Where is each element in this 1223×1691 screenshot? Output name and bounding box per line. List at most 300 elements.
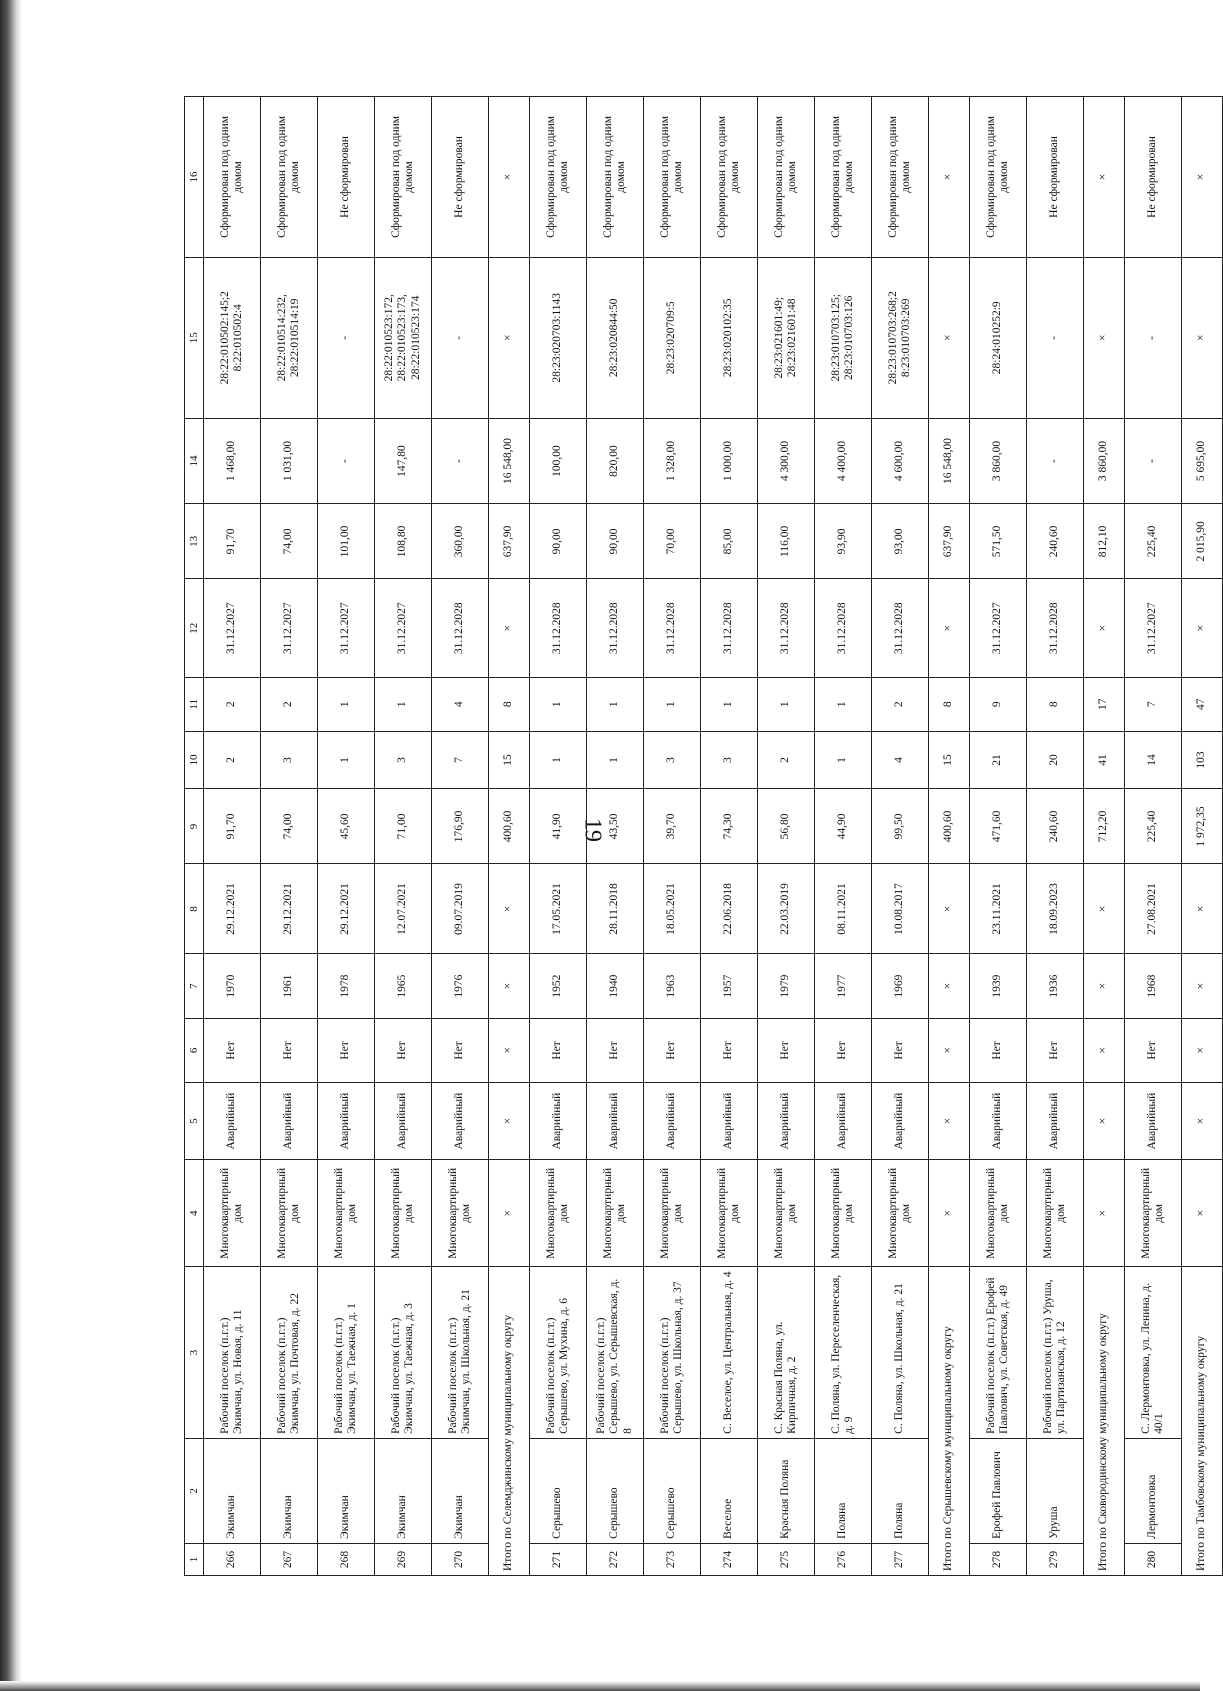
table-cell: 116,00 (758, 504, 815, 579)
table-cell: 9 (970, 677, 1027, 731)
table-cell: 1 (758, 677, 815, 731)
table-cell: 14 (1125, 731, 1182, 789)
table-cell: Аварийный (872, 1083, 929, 1160)
table-cell: Не сформирован (318, 97, 375, 258)
table-row (815, 97, 872, 1576)
column-number: 13 (185, 504, 204, 579)
table-cell: Многоквартирный дом (815, 1160, 872, 1267)
table-cell: Многоквартирный дом (758, 1160, 815, 1267)
column-number: 10 (185, 731, 204, 789)
table-cell: 16 548,00 (489, 418, 530, 504)
table-row (1125, 97, 1182, 1576)
table-cell: Красная Поляна (758, 1438, 815, 1543)
table-cell: Нет (375, 1018, 432, 1082)
table-cell: 85,00 (701, 504, 758, 579)
table-cell: 812,10 (1084, 504, 1125, 579)
emergency-housing-register-table (184, 96, 1223, 1576)
table-cell: 27.08.2021 (1125, 864, 1182, 954)
table-cell: 1 972,35 (1182, 789, 1223, 864)
table-row (261, 97, 318, 1576)
table-cell: 820,00 (587, 418, 644, 504)
page-number: 19 (579, 818, 606, 842)
table-cell: 09.07.2019 (432, 864, 489, 954)
table-cell: 277 (872, 1543, 929, 1575)
table-cell: 31.12.2028 (872, 579, 929, 678)
table-cell: Экимчан (432, 1438, 489, 1543)
table-row (1027, 97, 1084, 1576)
table-cell: 31.12.2027 (375, 579, 432, 678)
table-cell: × (929, 954, 970, 1018)
table-cell: 31.12.2027 (261, 579, 318, 678)
table-cell: 8 (1027, 677, 1084, 731)
table-cell: 28:24:010252:9 (970, 257, 1027, 418)
table-cell: × (489, 1083, 530, 1160)
table-cell: 360,00 (432, 504, 489, 579)
table-cell: 4 600,00 (872, 418, 929, 504)
table-cell: 31.12.2028 (644, 579, 701, 678)
table-cell: Многоквартирный дом (432, 1160, 489, 1267)
table-cell: Сформирован под одним домом (530, 97, 587, 258)
table-cell: Экимчан (318, 1438, 375, 1543)
table-cell: Аварийный (587, 1083, 644, 1160)
table-cell: × (1084, 97, 1125, 258)
table-cell: Сформирован под одним домом (644, 97, 701, 258)
table-row (872, 97, 929, 1576)
table-cell: 3 860,00 (970, 418, 1027, 504)
table-row (758, 97, 815, 1576)
rotated-sheet (184, 96, 1223, 1576)
table-cell: 90,00 (530, 504, 587, 579)
table-cell: 28:23:010703:268;2 8:23:010703:269 (872, 257, 929, 418)
table-cell: Серышево (530, 1438, 587, 1543)
table-cell: 103 (1182, 731, 1223, 789)
table-cell: 1 (815, 677, 872, 731)
table-cell: 471,60 (970, 789, 1027, 864)
table-cell: 276 (815, 1543, 872, 1575)
table-cell: 31.12.2028 (758, 579, 815, 678)
table-cell: × (489, 1160, 530, 1267)
table-cell: Серышево (587, 1438, 644, 1543)
table-cell: 74,00 (261, 789, 318, 864)
table-row (204, 97, 261, 1576)
table-cell: 712,20 (1084, 789, 1125, 864)
table-cell: Аварийный (204, 1083, 261, 1160)
table-cell: 31.12.2027 (970, 579, 1027, 678)
table-cell: - (1125, 418, 1182, 504)
table-cell: 90,00 (587, 504, 644, 579)
table-cell: 1 031,00 (261, 418, 318, 504)
subtotal-row (1084, 97, 1125, 1576)
table-cell: 28.11.2018 (587, 864, 644, 954)
table-cell: 12.07.2021 (375, 864, 432, 954)
table-cell: Не сформирован (1125, 97, 1182, 258)
table-cell: Рабочий поселок (п.г.т.) Серышево, ул. Мухина, д. 6 (530, 1267, 587, 1438)
table-cell: × (1084, 864, 1125, 954)
table-cell: 3 860,00 (1084, 418, 1125, 504)
scan-shadow-left (0, 0, 22, 1691)
table-cell: 29.12.2021 (318, 864, 375, 954)
table-cell: 17.05.2021 (530, 864, 587, 954)
column-number: 9 (185, 789, 204, 864)
table-cell: 4 400,00 (815, 418, 872, 504)
table-cell: 74,30 (701, 789, 758, 864)
table-cell: Аварийный (815, 1083, 872, 1160)
table-cell: 637,90 (929, 504, 970, 579)
table-cell: Сформирован под одним домом (970, 97, 1027, 258)
table-cell: × (929, 257, 970, 418)
table-cell: 3 (261, 731, 318, 789)
subtotal-label: Итого по Сковородинскому муниципальному округу (1084, 1267, 1125, 1576)
table-cell: Многоквартирный дом (261, 1160, 318, 1267)
table-cell: 101,00 (318, 504, 375, 579)
table-cell: 2 (261, 677, 318, 731)
table-cell: - (1027, 257, 1084, 418)
column-number: 6 (185, 1018, 204, 1082)
table-cell: × (1182, 257, 1223, 418)
table-cell: 1 (530, 731, 587, 789)
table-cell: × (1182, 864, 1223, 954)
table-cell: Рабочий поселок (п.г.т.) Экимчан, ул. Таежная, д. 1 (318, 1267, 375, 1438)
table-cell: 571,50 (970, 504, 1027, 579)
subtotal-label: Итого по Селемджинскому муниципальному округу (489, 1267, 530, 1576)
table-cell: - (432, 257, 489, 418)
table-cell: Аварийный (530, 1083, 587, 1160)
table-cell: 20 (1027, 731, 1084, 789)
table-cell: 22.06.2018 (701, 864, 758, 954)
table-cell: Рабочий поселок (п.г.т.) Экимчан, ул. Новая, д. 11 (204, 1267, 261, 1438)
table-cell: 1 (587, 677, 644, 731)
column-number: 8 (185, 864, 204, 954)
table-cell: 2 (758, 731, 815, 789)
table-cell: 23.11.2021 (970, 864, 1027, 954)
table-cell: Многоквартирный дом (644, 1160, 701, 1267)
table-cell: Нет (318, 1018, 375, 1082)
table-cell: 1952 (530, 954, 587, 1018)
table-cell: 225,40 (1125, 789, 1182, 864)
table-cell: 278 (970, 1543, 1027, 1575)
table-cell: 16 548,00 (929, 418, 970, 504)
table-cell: 28:22:010502:145;2 8:22:010502:4 (204, 257, 261, 418)
table-cell: 8 (929, 677, 970, 731)
table-cell: 31.12.2027 (204, 579, 261, 678)
column-number: 3 (185, 1267, 204, 1438)
table-cell: Нет (530, 1018, 587, 1082)
table-row (587, 97, 644, 1576)
table-cell: 100,00 (530, 418, 587, 504)
table-cell: Нет (587, 1018, 644, 1082)
table-cell: 1963 (644, 954, 701, 1018)
table-cell: С. Лермонтовка, ул. Ленина, д. 40/1 (1125, 1267, 1182, 1438)
table-cell: 22.03.2019 (758, 864, 815, 954)
subtotal-row (929, 97, 970, 1576)
table-cell: 91,70 (204, 789, 261, 864)
table-cell: Экимчан (375, 1438, 432, 1543)
table-cell: Аварийный (1027, 1083, 1084, 1160)
table-cell: Сформирован под одним домом (815, 97, 872, 258)
table-cell: 268 (318, 1543, 375, 1575)
table-cell: × (1084, 1018, 1125, 1082)
table-cell: 266 (204, 1543, 261, 1575)
column-number: 12 (185, 579, 204, 678)
table-cell: 1965 (375, 954, 432, 1018)
subtotal-label: Итого по Серышевскому муниципальному округу (929, 1267, 970, 1576)
column-number: 16 (185, 97, 204, 258)
table-cell: Аварийный (758, 1083, 815, 1160)
table-cell: 1969 (872, 954, 929, 1018)
table-cell: 1970 (204, 954, 261, 1018)
table-cell: 271 (530, 1543, 587, 1575)
table-cell: 267 (261, 1543, 318, 1575)
table-cell: Сформирован под одним домом (872, 97, 929, 258)
table-cell: 4 (432, 677, 489, 731)
table-cell: 1968 (1125, 954, 1182, 1018)
table-row (970, 97, 1027, 1576)
table-cell: Нет (815, 1018, 872, 1082)
table-cell: Рабочий поселок (п.г.т.) Экимчан, ул. Почтовая, д. 22 (261, 1267, 318, 1438)
table-cell: 2 015,90 (1182, 504, 1223, 579)
table-cell: 273 (644, 1543, 701, 1575)
table-cell: 1978 (318, 954, 375, 1018)
column-number: 15 (185, 257, 204, 418)
table-cell: Ерофей Павлович (970, 1438, 1027, 1543)
table-cell: Нет (432, 1018, 489, 1082)
table-cell: × (929, 864, 970, 954)
table-cell: Уруша (1027, 1438, 1084, 1543)
table-cell: 17 (1084, 677, 1125, 731)
table-cell: Серышево (644, 1438, 701, 1543)
table-cell: Многоквартирный дом (970, 1160, 1027, 1267)
table-cell: Сформирован под одним домом (261, 97, 318, 258)
table-cell: 21 (970, 731, 1027, 789)
table-cell: 31.12.2028 (1027, 579, 1084, 678)
table-cell: - (318, 257, 375, 418)
table-cell: × (1084, 954, 1125, 1018)
table-cell: × (489, 864, 530, 954)
table-cell: 93,90 (815, 504, 872, 579)
table-row (530, 97, 587, 1576)
table-cell: 28:23:020709:5 (644, 257, 701, 418)
table-cell: 3 (701, 731, 758, 789)
table-cell: 1 328,00 (644, 418, 701, 504)
table-cell: Нет (1027, 1018, 1084, 1082)
table-row (701, 97, 758, 1576)
table-cell: Аварийный (261, 1083, 318, 1160)
column-number: 11 (185, 677, 204, 731)
table-cell: 1979 (758, 954, 815, 1018)
table-cell: × (1182, 97, 1223, 258)
table-cell: 1940 (587, 954, 644, 1018)
table-cell: 71,00 (375, 789, 432, 864)
table-cell: 43,50 (587, 789, 644, 864)
table-cell: Аварийный (318, 1083, 375, 1160)
table-cell: 108,80 (375, 504, 432, 579)
table-cell: Поляна (872, 1438, 929, 1543)
table-cell: 28:23:010703:125; 28:23:010703:126 (815, 257, 872, 418)
table-cell: 400,60 (489, 789, 530, 864)
table-cell: 1939 (970, 954, 1027, 1018)
table-row (432, 97, 489, 1576)
table-cell: 15 (929, 731, 970, 789)
table-cell: 1 (701, 677, 758, 731)
table-cell: Аварийный (644, 1083, 701, 1160)
table-cell: × (1084, 579, 1125, 678)
column-number: 1 (185, 1543, 204, 1575)
table-cell: × (1182, 1018, 1223, 1082)
table-cell: 272 (587, 1543, 644, 1575)
table-cell: × (1084, 1083, 1125, 1160)
table-cell: 28:23:020844:50 (587, 257, 644, 418)
table-cell: 270 (432, 1543, 489, 1575)
table-cell: 1 000,00 (701, 418, 758, 504)
table-cell: 41 (1084, 731, 1125, 789)
table-cell: Многоквартирный дом (204, 1160, 261, 1267)
table-cell: Рабочий поселок (п.г.т.) Уруша, ул. Партизанская, д. 12 (1027, 1267, 1084, 1438)
table-cell: 15 (489, 731, 530, 789)
table-cell: × (929, 97, 970, 258)
table-cell: Многоквартирный дом (872, 1160, 929, 1267)
table-cell: 31.12.2028 (815, 579, 872, 678)
table-cell: 31.12.2028 (432, 579, 489, 678)
table-cell: 7 (1125, 677, 1182, 731)
table-cell: Сформирован под одним домом (701, 97, 758, 258)
table-cell: 91,70 (204, 504, 261, 579)
table-cell: 70,00 (644, 504, 701, 579)
table-cell: Многоквартирный дом (318, 1160, 375, 1267)
table-cell: Нет (701, 1018, 758, 1082)
table-cell: Нет (1125, 1018, 1182, 1082)
table-cell: 28:23:021601:49; 28:23:021601:48 (758, 257, 815, 418)
table-cell: Рабочий поселок (п.г.т.) Ерофей Павлович, ул. Советская, д. 49 (970, 1267, 1027, 1438)
table-cell: 1 (530, 677, 587, 731)
subtotal-label: Итого по Тамбовскому муниципальному округу (1182, 1267, 1223, 1576)
table-cell: 28:23:020102:35 (701, 257, 758, 418)
table-cell: Экимчан (204, 1438, 261, 1543)
table-cell: × (929, 1018, 970, 1082)
table-row (375, 97, 432, 1576)
table-cell: 99,50 (872, 789, 929, 864)
table-cell: Аварийный (701, 1083, 758, 1160)
table-cell: 1 468,00 (204, 418, 261, 504)
table-cell: 240,60 (1027, 504, 1084, 579)
table-cell: 400,60 (929, 789, 970, 864)
table-cell: 31.12.2028 (530, 579, 587, 678)
table-cell: 1 (318, 677, 375, 731)
table-cell: 176,90 (432, 789, 489, 864)
subtotal-row (489, 97, 530, 1576)
table-cell: 3 (375, 731, 432, 789)
table-cell: 18.05.2021 (644, 864, 701, 954)
table-cell: Сформирован под одним домом (587, 97, 644, 258)
table-cell: 31.12.2027 (318, 579, 375, 678)
table-cell: 29.12.2021 (261, 864, 318, 954)
table-cell: - (1027, 418, 1084, 504)
table-cell: 274 (701, 1543, 758, 1575)
table-cell: 45,60 (318, 789, 375, 864)
table-cell: 2 (204, 731, 261, 789)
table-cell: Рабочий поселок (п.г.т.) Экимчан, ул. Школьная, д. 21 (432, 1267, 489, 1438)
table-cell: 269 (375, 1543, 432, 1575)
table-cell: Многоквартирный дом (530, 1160, 587, 1267)
subtotal-row (1182, 97, 1223, 1576)
table-cell: × (1182, 579, 1223, 678)
table-cell: × (1084, 257, 1125, 418)
table-cell: С. Поляна, ул. Школьная, д. 21 (872, 1267, 929, 1438)
column-number: 7 (185, 954, 204, 1018)
table-cell: Многоквартирный дом (1027, 1160, 1084, 1267)
table-cell: 279 (1027, 1543, 1084, 1575)
table-cell: 1 (644, 677, 701, 731)
table-cell: Аварийный (375, 1083, 432, 1160)
table-cell: 275 (758, 1543, 815, 1575)
table-cell: 225,40 (1125, 504, 1182, 579)
table-cell: С. Веселое, ул. Центральная, д. 4 (701, 1267, 758, 1438)
table-cell: × (489, 579, 530, 678)
table-cell: 74,00 (261, 504, 318, 579)
table-cell: 1 (815, 731, 872, 789)
table-cell: - (1125, 257, 1182, 418)
table-cell: 4 (872, 731, 929, 789)
table-cell: Многоквартирный дом (701, 1160, 758, 1267)
table-cell: Сформирован под одним домом (375, 97, 432, 258)
table-row (644, 97, 701, 1576)
table-cell: Нет (970, 1018, 1027, 1082)
column-number: 5 (185, 1083, 204, 1160)
table-cell: 3 (644, 731, 701, 789)
table-cell: 08.11.2021 (815, 864, 872, 954)
column-number: 2 (185, 1438, 204, 1543)
table-cell: 31.12.2028 (587, 579, 644, 678)
table-cell: Нет (872, 1018, 929, 1082)
table-cell: - (432, 418, 489, 504)
table-cell: Экимчан (261, 1438, 318, 1543)
table-cell: Аварийный (1125, 1083, 1182, 1160)
table-cell: 56,80 (758, 789, 815, 864)
table-cell: Сформирован под одним домом (758, 97, 815, 258)
table-cell: × (1084, 1160, 1125, 1267)
table-cell: 10.08.2017 (872, 864, 929, 954)
table-cell: 31.12.2028 (701, 579, 758, 678)
table-cell: Нет (261, 1018, 318, 1082)
table-cell: × (1182, 1160, 1223, 1267)
table-cell: 28:23:020703:1143 (530, 257, 587, 418)
table-cell: Веселое (701, 1438, 758, 1543)
table-cell: × (1182, 1083, 1223, 1160)
table-cell: Нет (758, 1018, 815, 1082)
column-number-row (185, 97, 204, 1576)
table-cell: 1976 (432, 954, 489, 1018)
table-cell: 240,60 (1027, 789, 1084, 864)
table-cell: 637,90 (489, 504, 530, 579)
table-cell: Рабочий поселок (п.г.т.) Серышево, ул. Школьная, д. 37 (644, 1267, 701, 1438)
table-cell: Поляна (815, 1438, 872, 1543)
table-cell: × (929, 1160, 970, 1267)
table-cell: 7 (432, 731, 489, 789)
table-cell: Нет (644, 1018, 701, 1082)
scan-shadow-bottom (0, 1681, 1200, 1691)
table-cell: 1 (587, 731, 644, 789)
table-cell: 4 300,00 (758, 418, 815, 504)
table-cell: × (489, 97, 530, 258)
table-body (185, 97, 1223, 1576)
table-cell: Многоквартирный дом (587, 1160, 644, 1267)
table-row (318, 97, 375, 1576)
table-cell: 2 (872, 677, 929, 731)
table-cell: Сформирован под одним домом (204, 97, 261, 258)
table-cell: × (489, 954, 530, 1018)
table-cell: × (489, 257, 530, 418)
table-cell: 280 (1125, 1543, 1182, 1575)
table-cell: × (1182, 954, 1223, 1018)
